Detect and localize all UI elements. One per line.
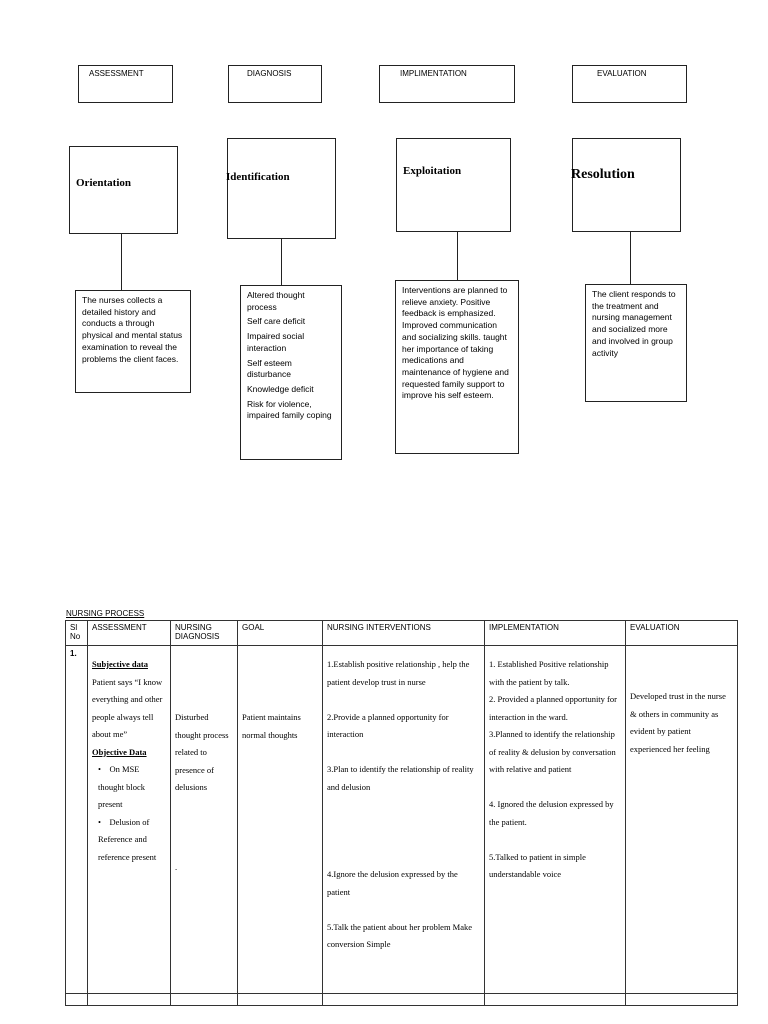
diagnosis-text: Disturbed thought process related to presence of delusions	[175, 712, 229, 792]
column-header: EVALUATION	[626, 621, 738, 646]
identification-box	[227, 138, 336, 239]
exploitation-connector	[457, 232, 458, 280]
implementation-item: 3.Planned to identify the relationship of reality & delusion by conversation with relative and patient	[489, 729, 616, 774]
orientation-connector	[121, 234, 122, 290]
diagnosis-item: Self esteem disturbance	[247, 357, 292, 380]
goal-cell	[238, 646, 323, 994]
exploitation-note-text: Interventions are planned to relieve anxiety. Positive feedback is emphasized. Improved communication and socializing skills. taught her importance of taking medications and maintenance of hygiene and requested family support to improve his self esteem.	[402, 285, 509, 401]
intervention-item: 2.Provide a planned opportunity for interaction	[327, 711, 449, 739]
objective-item-text: On MSE thought block present	[98, 764, 145, 809]
bullet-icon: •	[98, 816, 110, 827]
evaluation-cell	[626, 646, 738, 994]
diagnosis-item: Knowledge deficit	[247, 384, 314, 395]
empty-cell	[88, 994, 171, 1006]
objective-heading: Objective Data	[92, 746, 147, 757]
implementation-header-label: IMPLIMENTATION	[400, 69, 467, 78]
resolution-connector	[630, 232, 631, 284]
sl-no-cell	[66, 646, 88, 994]
identification-connector	[281, 239, 282, 285]
resolution-label: Resolution	[571, 167, 635, 182]
implementation-header-box	[379, 65, 515, 103]
column-header: ASSESSMENT	[88, 621, 171, 646]
intervention-item: 3.Plan to identify the relationship of reality and delusion	[327, 764, 474, 792]
column-header: GOAL	[238, 621, 323, 646]
goal-text: Patient maintains normal thoughts	[242, 712, 301, 740]
intervention-item: 4.Ignore the delusion expressed by the patient	[327, 869, 458, 897]
identification-label: Identification	[226, 171, 290, 183]
objective-item-text: Delusion of Reference and reference present	[98, 816, 157, 862]
column-header: NURSING INTERVENTIONS	[323, 621, 485, 646]
assessment-cell	[88, 646, 171, 994]
empty-cell	[171, 994, 238, 1006]
diagnosis-header-label: DIAGNOSIS	[247, 69, 292, 78]
diagnosis-extra: .	[175, 861, 178, 872]
diagnosis-cell	[171, 646, 238, 994]
diagnosis-item: impaired family coping	[247, 410, 332, 421]
orientation-note	[75, 290, 191, 393]
orientation-label: Orientation	[76, 177, 131, 189]
implementation-cell	[485, 646, 626, 994]
evaluation-text: Developed trust in the nurse & others in community as evident by patient experienced her feeling	[630, 691, 726, 754]
subjective-text: Patient says “I know everything and other people always tell about me”	[92, 676, 163, 739]
identification-note	[240, 285, 342, 460]
column-header: IMPLEMENTATION	[485, 621, 626, 646]
empty-cell	[485, 994, 626, 1006]
empty-cell	[626, 994, 738, 1006]
interventions-cell	[323, 646, 485, 994]
sl-no: 1.	[70, 649, 77, 658]
empty-cell	[66, 994, 88, 1006]
exploitation-label: Exploitation	[403, 165, 462, 177]
resolution-box	[572, 138, 681, 232]
column-header: Sl No	[66, 621, 88, 646]
empty-cell	[238, 994, 323, 1006]
table-row	[66, 646, 738, 994]
assessment-header-label: ASSESSMENT	[89, 69, 144, 78]
intervention-item: 5.Talk the patient about her problem Make conversion Simple	[327, 921, 473, 949]
diagnosis-header-box	[228, 65, 322, 103]
intervention-item: 1.Establish positive relationship , help the patient develop trust in nurse	[327, 659, 470, 687]
implementation-item: 5.Talked to patient in simple understandable voice	[489, 851, 586, 879]
objective-item	[92, 761, 166, 814]
evaluation-header-box	[572, 65, 687, 103]
bullet-icon: •	[98, 764, 110, 774]
diagnosis-item: Self care deficit	[247, 316, 306, 327]
diagnosis-item: Risk for violence,	[247, 398, 312, 409]
nursing-process-title: NURSING PROCESS	[66, 609, 145, 618]
implementation-item: 4. Ignored the delusion expressed by the patient.	[489, 799, 614, 827]
implementation-item: 1. Established Positive relationship with the patient by talk.	[489, 659, 609, 687]
implementation-item: 2. Provided a planned opportunity for interaction in the ward.	[489, 694, 617, 722]
diagnosis-item: Impaired social interaction	[247, 331, 305, 353]
evaluation-header-label: EVALUATION	[597, 69, 647, 78]
subjective-heading: Subjective data	[92, 659, 148, 669]
table-row	[66, 994, 738, 1006]
assessment-header-box	[78, 65, 173, 103]
exploitation-note	[395, 280, 519, 454]
orientation-note-text: The nurses collects a detailed history and conducts a through physical and mental status examination to reveal the problems the client faces.	[82, 295, 183, 364]
table-header-row	[66, 621, 738, 646]
exploitation-box	[396, 138, 511, 232]
resolution-note-text: The client responds to the treatment and nursing management and socialized more and involved in group activity	[592, 289, 676, 358]
orientation-box	[69, 146, 178, 234]
diagnosis-item: Altered thought process	[247, 290, 305, 312]
objective-item	[92, 814, 166, 867]
resolution-note	[585, 284, 687, 402]
column-header: NURSING DIAGNOSIS	[171, 621, 238, 646]
empty-cell	[323, 994, 485, 1006]
nursing-process-table	[65, 620, 738, 1006]
